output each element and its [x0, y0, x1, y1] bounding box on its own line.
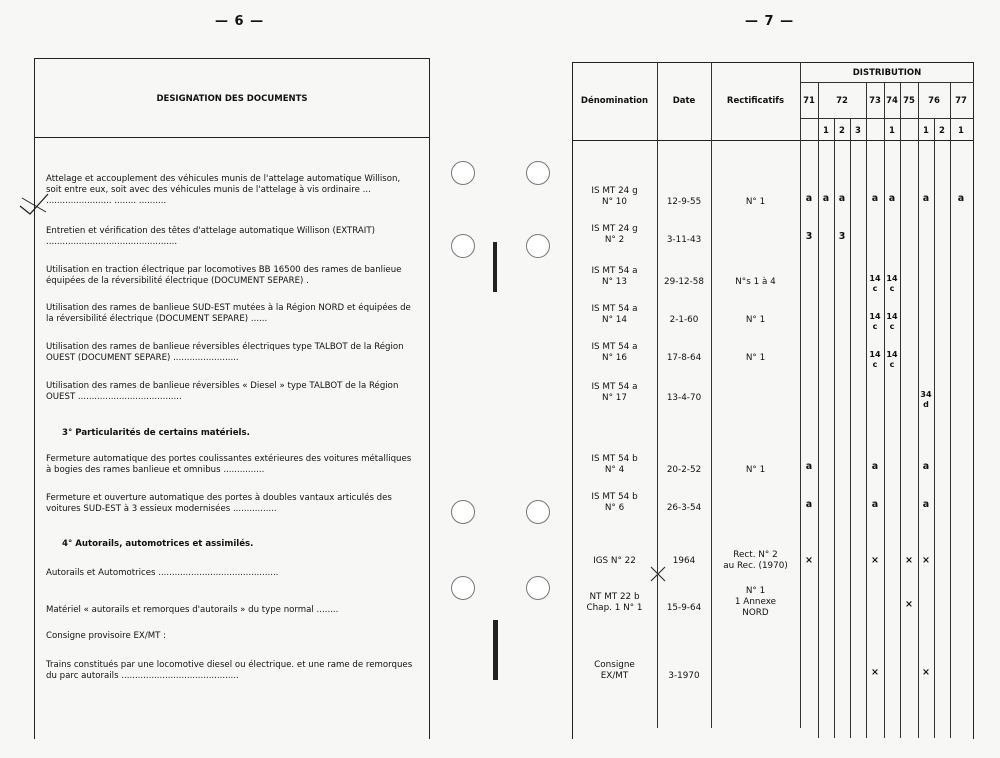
distribution-cell: 3: [805, 231, 813, 242]
row-date: 15-9-64: [666, 603, 702, 613]
binder-hole: [526, 576, 550, 600]
distribution-cell: 14 c: [869, 274, 881, 293]
rect: [711, 586, 800, 619]
column-line: [834, 118, 835, 738]
distribution-cell: 14 c: [886, 274, 898, 293]
binder-hole: [526, 161, 550, 185]
page-number-left: — 6 —: [215, 14, 265, 29]
distribution-cell: ×: [871, 667, 879, 678]
column-line: [918, 82, 919, 738]
den-line: IGS N° 22: [593, 556, 636, 566]
den-line: Chap. 1 N° 1: [586, 603, 643, 613]
rect-line: N° 1: [745, 353, 766, 363]
rect: [711, 197, 800, 208]
den-line: N° 4: [604, 465, 625, 475]
den-line: IS MT 24 g: [591, 224, 638, 234]
distribution-cell: a: [871, 499, 879, 510]
den-line: IS MT 54 a: [591, 266, 638, 276]
doc-item: Fermeture automatique des portes coulissantes extérieures des voitures métalliques à bogies des rames banlieue et omnibus ...............: [46, 454, 412, 475]
distribution-cell: a: [957, 193, 965, 204]
year-header: 74: [886, 96, 898, 106]
row-date: 2-1-60: [669, 315, 699, 325]
rect-line: Rect. N° 2: [733, 550, 778, 560]
subcol-header: 2: [839, 126, 845, 136]
rect: [711, 353, 800, 364]
distribution-cell: ×: [805, 555, 813, 566]
den-line: N° 2: [604, 235, 625, 245]
distribution-cell: a: [805, 461, 813, 472]
subcol-header-rule: [800, 118, 974, 119]
den-line: IS MT 54 a: [591, 382, 638, 392]
row-date: 17-8-64: [666, 353, 702, 363]
den: [572, 592, 657, 614]
row-date: 26-3-54: [666, 503, 702, 513]
column-line: [800, 62, 801, 728]
distribution-cell: ×: [922, 555, 930, 566]
column-line: [711, 62, 712, 728]
subcol-header: 1: [958, 126, 964, 136]
binder-hole: [451, 234, 475, 258]
left-header-rule: [34, 137, 430, 138]
rect-line: 1 Annexe: [734, 597, 777, 607]
distribution-cell: a: [871, 193, 879, 204]
doc-item: Trains constitués par une locomotive diesel ou électrique. et une rame de remorques du parc autorails ...........................................: [46, 660, 413, 681]
year-header: 76: [928, 96, 940, 106]
distribution-cell: a: [922, 499, 930, 510]
den: [572, 382, 657, 404]
year-header: 72: [836, 96, 848, 106]
designation-header: DESIGNATION DES DOCUMENTS: [156, 94, 308, 104]
den: [572, 342, 657, 364]
row-date: 3-11-43: [666, 235, 702, 245]
doc-item: Utilisation des rames de banlieue SUD-EST mutées à la Région NORD et équipées de la réversibilité électrique (DOCUMENT SEPARE) ......: [46, 303, 411, 324]
binder-hole: [526, 500, 550, 524]
rect-line: au Rec. (1970): [723, 561, 788, 571]
subcol-header: 3: [855, 126, 861, 136]
handwritten-cross-icon: [648, 564, 668, 584]
row-date: 1964: [672, 556, 696, 566]
den: [572, 454, 657, 476]
rect: [711, 550, 800, 572]
distribution-cell: a: [805, 193, 813, 204]
year-header: 75: [903, 96, 915, 106]
distribution-cell: ×: [905, 555, 913, 566]
row-date: 13-4-70: [666, 393, 702, 403]
den-line: EX/MT: [600, 671, 629, 681]
distribution-cell: ×: [871, 555, 879, 566]
distribution-cell: a: [838, 193, 846, 204]
distribution-cell: 34 d: [920, 390, 932, 409]
den-line: IS MT 54 b: [591, 492, 638, 502]
den-line: IS MT 54 b: [591, 454, 638, 464]
den: [572, 224, 657, 246]
binding-mark: [493, 242, 497, 292]
distribution-cell: a: [922, 461, 930, 472]
distribution-header: DISTRIBUTION: [852, 68, 922, 78]
rect: [711, 315, 800, 326]
section-heading: 3° Particularités de certains matériels.: [62, 428, 250, 438]
table-header-rule: [572, 140, 974, 141]
doc-item: Utilisation en traction électrique par locomotives BB 16500 des rames de banlieue équipées de la réversibilité électrique (DOCUMENT SEPARE) .: [46, 265, 402, 286]
den-line: IS MT 24 g: [591, 186, 638, 196]
doc-item: Matériel « autorails et remorques d'autorails » du type normal ........: [46, 605, 339, 615]
column-line: [866, 82, 867, 738]
year-header: 77: [955, 96, 967, 106]
den-line: NT MT 22 b: [589, 592, 640, 602]
distribution-cell: a: [871, 461, 879, 472]
den-line: N° 13: [602, 277, 627, 287]
doc-item: Utilisation des rames de banlieue réversibles « Diesel » type TALBOT de la Région OUEST ......................................: [46, 381, 399, 402]
den-line: IS MT 54 a: [591, 304, 638, 314]
den-line: N° 16: [602, 353, 627, 363]
den-line: Consigne: [594, 660, 635, 670]
den: [572, 660, 657, 682]
binding-mark: [493, 620, 498, 680]
distribution-cell: a: [805, 499, 813, 510]
distribution-cell: 14 c: [869, 312, 881, 331]
distribution-cell: a: [922, 193, 930, 204]
column-line: [950, 82, 951, 738]
distribution-cell: 3: [838, 231, 846, 242]
column-line: [884, 82, 885, 738]
binder-hole: [451, 576, 475, 600]
rect: [711, 277, 800, 288]
distribution-cell: a: [822, 193, 830, 204]
subcol-header: 1: [889, 126, 895, 136]
row-date: 12-9-55: [666, 197, 702, 207]
distribution-cell: ×: [922, 667, 930, 678]
doc-item: Fermeture et ouverture automatique des portes à doubles vantaux articulés des voitures SUD-EST à 3 essieux modernisées ................: [46, 493, 392, 514]
den: [572, 266, 657, 288]
row-date: 20-2-52: [666, 465, 702, 475]
year-header: 71: [803, 96, 815, 106]
den: [572, 556, 657, 567]
rect: [711, 465, 800, 476]
den-line: IS MT 54 a: [591, 342, 638, 352]
rectificatifs-header: Rectificatifs: [726, 96, 785, 106]
row-date: 29-12-58: [664, 277, 704, 287]
rect-line: N°s 1 à 4: [735, 277, 776, 287]
doc-item: Entretien et vérification des têtes d'attelage automatique Willison (EXTRAIT) ................................................: [46, 226, 375, 247]
doc-item: Utilisation des rames de banlieue réversibles électriques type TALBOT de la Région OUEST (DOCUMENT SEPARE) ........................: [46, 342, 404, 363]
row-date: 3-1970: [668, 671, 700, 681]
rect-line: N° 1: [745, 197, 766, 207]
distribution-cell: ×: [905, 599, 913, 610]
den: [572, 492, 657, 514]
right-page: [500, 0, 1000, 758]
subcol-header: 1: [823, 126, 829, 136]
den-line: N° 17: [602, 393, 627, 403]
den: [572, 304, 657, 326]
rect-line: NORD: [742, 608, 769, 618]
den-line: N° 14: [602, 315, 627, 325]
binder-hole: [451, 161, 475, 185]
rect-line: N° 1: [745, 315, 766, 325]
den: [572, 186, 657, 208]
binder-hole: [451, 500, 475, 524]
column-line: [850, 118, 851, 738]
distribution-cell: 14 c: [886, 350, 898, 369]
rect-line: N° 1: [745, 465, 766, 475]
section-heading: 4° Autorails, automotrices et assimilés.: [62, 539, 254, 549]
page-number-right: — 7 —: [745, 14, 795, 29]
distribution-header-rule: [800, 82, 974, 83]
column-line: [900, 82, 901, 738]
column-line: [818, 82, 819, 738]
distribution-cell: 14 c: [886, 312, 898, 331]
doc-item: Autorails et Automotrices ............................................: [46, 568, 279, 578]
subcol-header: 1: [923, 126, 929, 136]
rect-line: N° 1: [745, 586, 766, 596]
distribution-cell: 14 c: [869, 350, 881, 369]
distribution-cell: a: [888, 193, 896, 204]
column-line: [934, 118, 935, 738]
doc-item: Attelage et accouplement des véhicules munis de l'attelage automatique Willison, soit entre eux, soit avec des véhicules munis de l'attelage à vis ordinaire ... ........................ ........ ..........: [46, 174, 401, 206]
binder-hole: [526, 234, 550, 258]
doc-item: Consigne provisoire EX/MT :: [46, 631, 167, 641]
year-header: 73: [869, 96, 881, 106]
handwritten-check-icon: [18, 192, 52, 218]
denomination-header: Dénomination: [580, 96, 649, 106]
den-line: N° 10: [602, 197, 627, 207]
den-line: N° 6: [604, 503, 625, 513]
subcol-header: 2: [939, 126, 945, 136]
date-header: Date: [672, 96, 696, 106]
